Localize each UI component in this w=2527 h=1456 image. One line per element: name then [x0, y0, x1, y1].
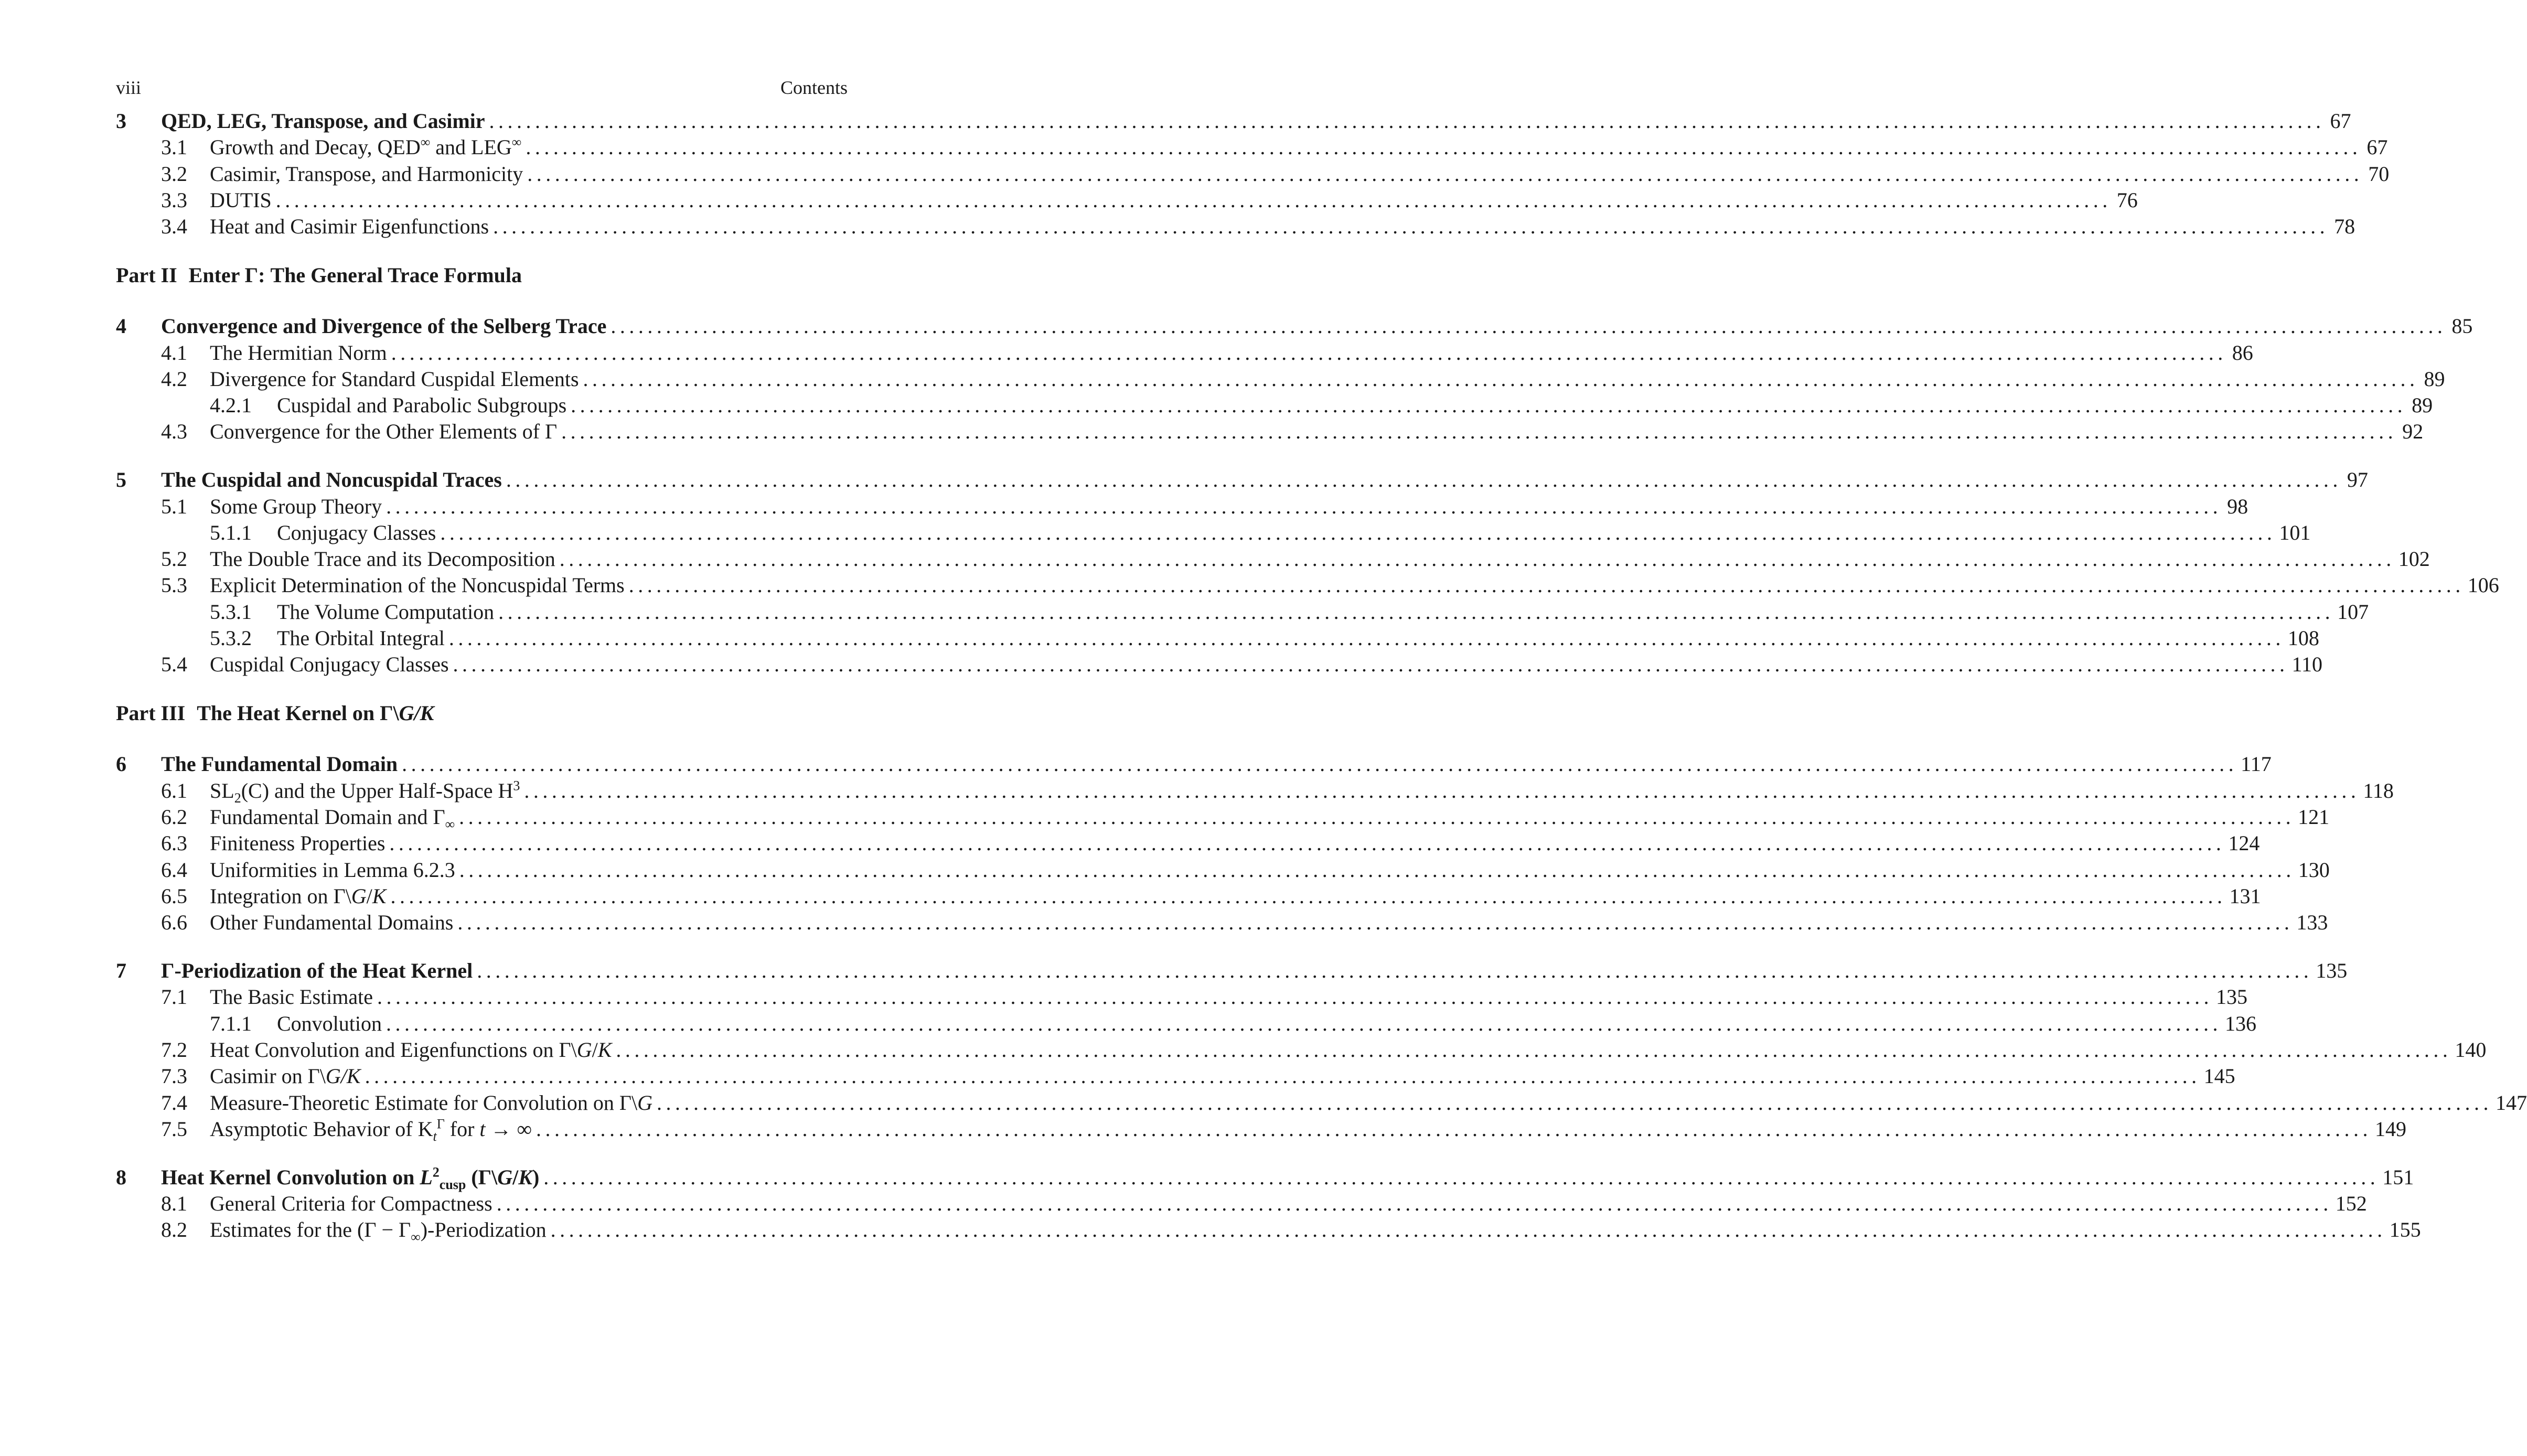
- toc-subsection-5-3-2[interactable]: [116, 625, 2319, 651]
- section-number: 7.2: [161, 1037, 187, 1062]
- section-number: 7.5: [161, 1117, 187, 1141]
- dot-leader: ........................................................................................................................................................................................................: [477, 959, 2313, 983]
- section-title: DUTIS: [210, 188, 272, 212]
- section-title: The Hermitian Norm: [210, 340, 387, 365]
- page-ref: 97: [2347, 468, 2368, 492]
- section-number: 8.1: [161, 1191, 187, 1215]
- section-title: Some Group Theory: [210, 494, 382, 518]
- chapter-title: Γ-Periodization of the Heat Kernel: [161, 959, 473, 983]
- dot-leader: ........................................................................................................................................................................................................: [526, 135, 2362, 159]
- toc-section-6-6[interactable]: [116, 909, 2328, 936]
- section-title: Asymptotic Behavior of $K_t^\Gamma$ for t → ∞: [210, 1116, 532, 1144]
- page-ref: 121: [2298, 805, 2330, 829]
- page-number: viii: [116, 77, 142, 98]
- toc-section-7-3[interactable]: [116, 1063, 2235, 1089]
- section-title: $SL_2(C)$ and the Upper Half-Space $H^3$: [210, 778, 520, 806]
- page-ref: 124: [2228, 831, 2260, 855]
- section-title: Heat Convolution and Eigenfunctions on Γ\G/K: [210, 1037, 612, 1062]
- toc-section-7-4[interactable]: [116, 1090, 2527, 1116]
- section-title: Convergence for the Other Elements of Γ: [210, 420, 558, 444]
- toc-section-4-3[interactable]: [116, 419, 2424, 445]
- section-number: 4.1: [161, 340, 187, 365]
- toc-section-6-4[interactable]: [116, 857, 2330, 883]
- part-title: The Heat Kernel on Γ\G/K: [197, 701, 434, 725]
- section-number: 6.5: [161, 884, 187, 908]
- dot-leader: ........................................................................................................................................................................................................: [448, 626, 2285, 650]
- chapter-number: 7: [116, 959, 126, 983]
- running-title: Contents: [780, 77, 848, 98]
- toc-section-3-1[interactable]: [116, 134, 2388, 160]
- dot-leader: ........................................................................................................................................................................................................: [275, 188, 2112, 212]
- dot-leader: ........................................................................................................................................................................................................: [559, 547, 2395, 571]
- part-number: Part II: [116, 263, 177, 287]
- page-ref: 136: [2225, 1011, 2257, 1035]
- dot-leader: ........................................................................................................................................................................................................: [536, 1117, 2372, 1141]
- toc-section-7-5[interactable]: [116, 1116, 2407, 1144]
- section-number: 5.1: [161, 494, 187, 518]
- dot-leader: ........................................................................................................................................................................................................: [506, 468, 2342, 492]
- section-title: Growth and Decay, QED∞ and LEG∞: [210, 134, 522, 159]
- page-ref: 67: [2367, 135, 2388, 159]
- toc-section-4-2[interactable]: [116, 366, 2445, 392]
- section-title: Divergence for Standard Cuspidal Elements: [210, 367, 579, 391]
- page-ref: 147: [2496, 1090, 2527, 1115]
- section-number: 5.3: [161, 573, 187, 597]
- section-number: 6.3: [161, 831, 187, 855]
- section-number: 3.3: [161, 188, 187, 212]
- section-number: 7.1: [161, 985, 187, 1009]
- page-ref: 86: [2232, 340, 2253, 365]
- chapter-title: QED, LEG, Transpose, and Casimir: [161, 109, 485, 133]
- toc-subsection-7-1-1[interactable]: [116, 1011, 2257, 1037]
- dot-leader: ........................................................................................................................................................................................................: [391, 340, 2227, 365]
- toc-section-3-2[interactable]: [116, 161, 2390, 187]
- page-ref: 151: [2382, 1165, 2414, 1189]
- section-number: 6.6: [161, 911, 187, 935]
- page-ref: 135: [2216, 985, 2248, 1009]
- page-ref: 130: [2298, 858, 2330, 882]
- section-title: General Criteria for Compactness: [210, 1191, 492, 1215]
- chapter-number: 6: [116, 752, 126, 776]
- dot-leader: ........................................................................................................................................................................................................: [550, 1218, 2386, 1242]
- page-ref: 78: [2334, 215, 2355, 239]
- page-ref: 101: [2279, 520, 2311, 544]
- chapter-title: Heat Kernel Convolution on $L^2_{cusp}$ (Γ\G/K): [161, 1164, 540, 1192]
- section-number: 3.2: [161, 162, 187, 186]
- dot-leader: ........................................................................................................................................................................................................: [453, 652, 2289, 677]
- section-number: 6.1: [161, 778, 187, 802]
- toc-section-8-2[interactable]: [116, 1217, 2421, 1245]
- dot-leader: ........................................................................................................................................................................................................: [440, 520, 2276, 544]
- section-title: The Basic Estimate: [210, 985, 373, 1009]
- page-ref: 107: [2337, 599, 2369, 624]
- section-title: Casimir, Transpose, and Harmonicity: [210, 162, 523, 186]
- toc-part-3[interactable]: [116, 700, 848, 726]
- toc-chapter-5[interactable]: [116, 467, 2368, 493]
- section-title: Cuspidal Conjugacy Classes: [210, 652, 449, 677]
- chapter-number: 5: [116, 468, 126, 492]
- subsection-number: 5.3.2: [210, 626, 252, 650]
- section-title: Uniformities in Lemma 6.2.3: [210, 858, 455, 882]
- page-ref: 152: [2335, 1191, 2367, 1215]
- page-ref: 67: [2330, 109, 2351, 133]
- chapter-title: The Cuspidal and Noncuspidal Traces: [161, 468, 502, 492]
- subsection-title: The Volume Computation: [277, 599, 495, 624]
- page-ref: 135: [2316, 959, 2348, 983]
- subsection-number: 5.3.1: [210, 599, 252, 624]
- section-title: Explicit Determination of the Noncuspidal Terms: [210, 573, 625, 597]
- running-head: [116, 77, 848, 102]
- dot-leader: ........................................................................................................................................................................................................: [611, 314, 2447, 338]
- page-ref: 92: [2402, 420, 2424, 444]
- toc-chapter-3[interactable]: [116, 108, 2351, 134]
- chapter-number: 3: [116, 109, 126, 133]
- dot-leader: ........................................................................................................................................................................................................: [389, 831, 2225, 855]
- subsection-title: The Orbital Integral: [277, 626, 445, 650]
- page-ref: 117: [2241, 752, 2272, 776]
- toc-subsection-5-3-1[interactable]: [116, 599, 2369, 625]
- chapter-number: 8: [116, 1165, 126, 1189]
- section-title: Finiteness Properties: [210, 831, 386, 855]
- section-title: Other Fundamental Domains: [210, 911, 454, 935]
- dot-leader: ........................................................................................................................................................................................................: [571, 393, 2407, 417]
- section-title: Casimir on Γ\G/K: [210, 1064, 361, 1088]
- dot-leader: ........................................................................................................................................................................................................: [657, 1090, 2493, 1115]
- section-number: 5.4: [161, 652, 187, 677]
- toc-chapter-8[interactable]: [116, 1164, 2414, 1192]
- dot-leader: ........................................................................................................................................................................................................: [616, 1037, 2452, 1062]
- toc-section-5-3[interactable]: [116, 572, 2499, 598]
- dot-leader: ........................................................................................................................................................................................................: [459, 858, 2295, 882]
- toc-section-4-1[interactable]: [116, 340, 2253, 366]
- toc-section-7-2[interactable]: [116, 1037, 2487, 1063]
- toc-part-2[interactable]: [116, 262, 848, 288]
- section-number: 4.3: [161, 420, 187, 444]
- subsection-number: 5.1.1: [210, 520, 252, 544]
- part-title: Enter Γ: The General Trace Formula: [188, 263, 522, 287]
- dot-leader: ........................................................................................................................................................................................................: [390, 884, 2226, 908]
- dot-leader: ........................................................................................................................................................................................................: [496, 1191, 2332, 1215]
- section-title: The Double Trace and its Decomposition: [210, 547, 555, 571]
- section-title: Measure-Theoretic Estimate for Convolution on Γ\G: [210, 1090, 653, 1115]
- subsection-title: Convolution: [277, 1011, 382, 1035]
- dot-leader: ........................................................................................................................................................................................................: [543, 1165, 2380, 1189]
- page-ref: 149: [2375, 1117, 2407, 1141]
- page-ref: 118: [2363, 778, 2394, 802]
- section-number: 7.3: [161, 1064, 187, 1088]
- page-ref: 89: [2424, 367, 2445, 391]
- toc-section-6-5[interactable]: [116, 883, 2261, 909]
- subsection-number: 7.1.1: [210, 1011, 252, 1035]
- page-ref: 70: [2368, 162, 2390, 186]
- section-title: Fundamental Domain and $\Gamma_\infty$: [210, 805, 455, 832]
- page-ref: 155: [2389, 1218, 2421, 1242]
- toc-section-7-1[interactable]: [116, 984, 2248, 1010]
- dot-leader: ........................................................................................................................................................................................................: [493, 215, 2329, 239]
- dot-leader: ........................................................................................................................................................................................................: [489, 109, 2325, 133]
- section-number: 3.4: [161, 215, 187, 239]
- dot-leader: ........................................................................................................................................................................................................: [386, 1011, 2222, 1035]
- section-title: Integration on Γ\G/K: [210, 884, 387, 908]
- subsection-title: Conjugacy Classes: [277, 520, 436, 544]
- toc-section-5-4[interactable]: [116, 651, 2323, 678]
- subsection-title: Cuspidal and Parabolic Subgroups: [277, 393, 567, 417]
- page-ref: 89: [2412, 393, 2433, 417]
- dot-leader: ........................................................................................................................................................................................................: [527, 162, 2363, 186]
- chapter-number: 4: [116, 314, 126, 338]
- page-ref: 131: [2229, 884, 2261, 908]
- section-number: 6.2: [161, 805, 187, 829]
- dot-leader: ........................................................................................................................................................................................................: [561, 420, 2397, 444]
- page-ref: 102: [2398, 547, 2430, 571]
- toc-section-6-1[interactable]: [116, 778, 2394, 806]
- page-ref: 76: [2116, 188, 2138, 212]
- page-ref: 145: [2203, 1064, 2235, 1088]
- toc-section-3-4[interactable]: [116, 213, 2355, 240]
- toc-section-5-2[interactable]: [116, 546, 2430, 572]
- page-ref: 140: [2455, 1037, 2487, 1062]
- dot-leader: ........................................................................................................................................................................................................: [628, 573, 2465, 597]
- page-ref: 98: [2227, 494, 2248, 518]
- toc-section-5-1[interactable]: [116, 494, 2248, 520]
- toc-subsection-5-1-1[interactable]: [116, 520, 2311, 546]
- dot-leader: ........................................................................................................................................................................................................: [457, 911, 2294, 935]
- section-title: Estimates for the $(\Gamma - \Gamma_\infty)$-Periodization: [210, 1218, 547, 1245]
- section-number: 6.4: [161, 858, 187, 882]
- dot-leader: ........................................................................................................................................................................................................: [498, 599, 2335, 624]
- dot-leader: ........................................................................................................................................................................................................: [402, 752, 2238, 776]
- page-ref: 110: [2292, 652, 2323, 677]
- part-number: Part III: [116, 701, 186, 725]
- section-number: 8.2: [161, 1218, 187, 1242]
- page-ref: 85: [2451, 314, 2473, 338]
- dot-leader: ........................................................................................................................................................................................................: [524, 778, 2360, 802]
- page-ref: 133: [2296, 911, 2328, 935]
- table-of-contents: [116, 108, 2527, 1245]
- toc-section-3-3[interactable]: [116, 187, 2138, 213]
- dot-leader: ........................................................................................................................................................................................................: [459, 805, 2295, 829]
- dot-leader: ........................................................................................................................................................................................................: [583, 367, 2419, 391]
- toc-section-6-2[interactable]: [116, 804, 2330, 832]
- toc-chapter-7[interactable]: [116, 958, 2348, 984]
- section-number: 3.1: [161, 135, 187, 159]
- dot-leader: ........................................................................................................................................................................................................: [386, 494, 2222, 518]
- dot-leader: ........................................................................................................................................................................................................: [365, 1064, 2201, 1088]
- section-number: 5.2: [161, 547, 187, 571]
- section-title: Heat and Casimir Eigenfunctions: [210, 215, 489, 239]
- dot-leader: ........................................................................................................................................................................................................: [377, 985, 2213, 1009]
- toc-section-8-1[interactable]: [116, 1191, 2367, 1217]
- toc-section-6-3[interactable]: [116, 830, 2260, 857]
- section-number: 4.2: [161, 367, 187, 391]
- section-number: 7.4: [161, 1090, 187, 1115]
- chapter-title: Convergence and Divergence of the Selberg Trace: [161, 314, 607, 338]
- chapter-title: The Fundamental Domain: [161, 752, 398, 776]
- page-ref: 106: [2467, 573, 2499, 597]
- toc-chapter-6[interactable]: [116, 751, 2272, 777]
- page-ref: 108: [2287, 626, 2319, 650]
- toc-subsection-4-2-1[interactable]: [116, 392, 2433, 419]
- subsection-number: 4.2.1: [210, 393, 252, 417]
- toc-chapter-4[interactable]: [116, 313, 2473, 339]
